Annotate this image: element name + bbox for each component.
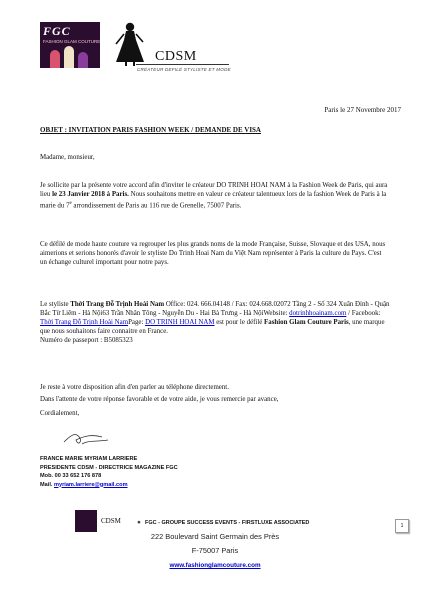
email-link[interactable]: myriam.larriere@gmail.com (54, 481, 128, 488)
mail-label: Mail. (40, 481, 54, 488)
fashion-silhouette-icon (110, 22, 150, 66)
footer-address-line: 222 Boulevard Saint Germain des Près (150, 532, 280, 541)
paragraph-availability: Je reste à votre disposition afin d'en parler au téléphone directement. (40, 384, 229, 391)
paragraph-text: Le styliste (40, 301, 71, 308)
paragraph-designer (40, 300, 390, 345)
passport-label: Numéro de passeport : (40, 337, 104, 344)
cdsm-title: CDSM (155, 49, 197, 64)
paragraph-text: est pour le défilé (214, 319, 265, 326)
paragraph-text: Page: (128, 319, 146, 326)
paragraph-text: arrondissement de Paris au 116 rue de Grenelle, 75007 Paris. (71, 202, 242, 210)
cdsm-tagline: CRÉATEUR DEFILÉ STYLISTE ET MODE (137, 67, 231, 72)
fgc-logo-subtitle: FASHION GLAM COUTURE (43, 39, 100, 44)
signer-name: FRANCE MARIE MYRIAM LARRIERE (40, 456, 138, 462)
event-date: le 23 Janvier 2018 à Paris. (52, 191, 129, 198)
salutation: Madame, monsieur, (40, 154, 95, 161)
closing: Cordialement, (40, 410, 80, 417)
model-figure (50, 50, 60, 68)
paragraph-text: Nous souhaitons mettre en valeur ce créateur talentueux lors de la fashion Week de Paris à la marie du 7 (40, 191, 387, 210)
footer-website-link[interactable]: www.fashionglamcouture.com (169, 562, 261, 569)
paragraph-text: / Facebook: (346, 310, 381, 317)
website-link[interactable]: dotrinhhoainam.com (289, 310, 347, 317)
designer-brand: Thời Trang Đỗ Trịnh Hoài Nam (70, 301, 165, 308)
signer-mail (40, 481, 240, 490)
signature (62, 428, 112, 450)
page-link[interactable]: DO TRINH HOAI NAM (145, 319, 215, 326)
fgc-logo (75, 510, 97, 532)
fgc-logo-text: FGC (43, 24, 71, 38)
footer-city-line: F-75007 Paris (191, 546, 239, 555)
footer-logos (75, 510, 135, 532)
model-figure (78, 52, 88, 68)
paragraph-text: Office: 024. 666.04148 / Fax: 024.668.02072 Tầng 2 - Số 324 Xuân Đỉnh - Quận Bắc Từ Liêm - Hà Nội63 Trần Nhân Tông - Nguyễn Du - Hai Bà Trưng - Hà NộiWebsite: (40, 301, 390, 317)
footer-cdsm-logo: CDSM (101, 517, 121, 525)
signer-block (40, 455, 240, 489)
footer-company-line: FGC - GROUPE SUCCESS EVENTS - FIRSTLUXE ASSOCIATED (145, 520, 310, 526)
divider (136, 64, 229, 65)
show-name: Fashion Glam Couture Paris (264, 319, 349, 326)
facebook-link[interactable]: Thời Trang Đỗ Trịnh Hoài Nam (40, 319, 129, 326)
page-number: 1 (395, 519, 409, 533)
letter-subject: OBJET : INVITATION PARIS FASHION WEEK / DEMANDE DE VISA (40, 126, 261, 134)
paragraph-thanks: Dans l'attente de votre réponse favorable et de votre aide, je vous remercie par avance, (40, 396, 279, 403)
fgc-logo (40, 22, 100, 68)
letter-date: Paris le 27 Novembre 2017 (324, 106, 401, 114)
paragraph-text: Je sollicite par la présente votre accord afin d'inviter le créateur DO TRINH HOAI NAM à la Fashion Week de Paris, qui aura lieu (40, 182, 388, 198)
bullet-separator: ● (137, 519, 141, 526)
paragraph-invitation (40, 181, 390, 210)
paragraph-show: Ce défilé de mode haute couture va regrouper les plus grands noms de la mode Française, Suisse, Slovaque et des USA, nous aimerions et serions honorés d'avoir le styliste Do Trinh Hoai Nam du Việt Nam représenter à Paris la culture du Pays. C'est un échange culturel important pour notre pays. (40, 241, 386, 266)
passport-number: B5085323 (103, 337, 133, 344)
superscript: e (69, 201, 72, 206)
cdsm-logo (110, 22, 230, 82)
signer-mobile: Mob. 00 33 652 176 878 (40, 473, 102, 479)
model-figure (64, 46, 74, 68)
signer-role: PRESIDENTE CDSM - DIRECTRICE MAGAZINE FGC (40, 464, 178, 471)
paragraph-text: , une marque que nous souhaitons faire connaitre en France. (40, 319, 385, 335)
